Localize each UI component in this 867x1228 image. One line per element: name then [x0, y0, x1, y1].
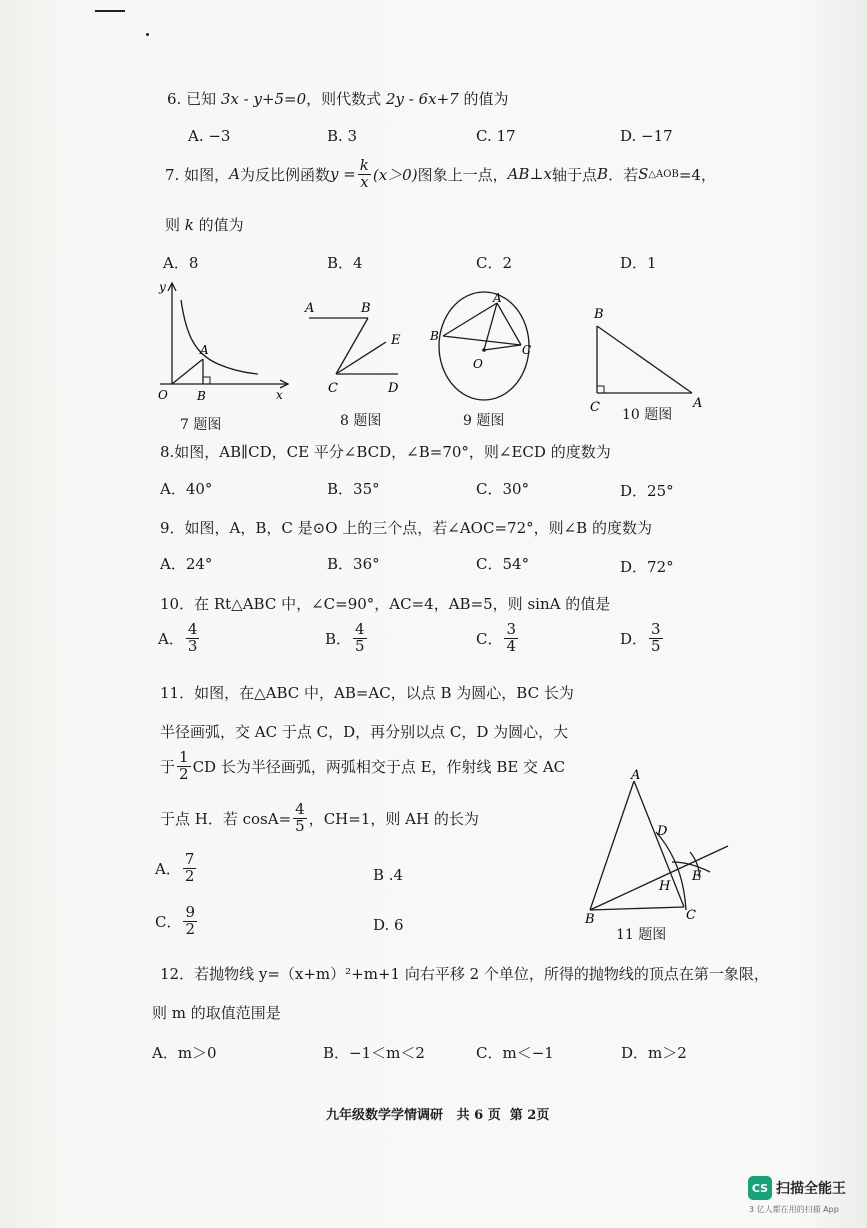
question-7-stem: 7. 如图， A 为反比例函数 y = $\frac{k}{x}$ (x＞0) 图象上一点， AB⊥x 轴于点 B ．若 S △AOB =4，: [165, 156, 716, 191]
fig9-line-oc: [484, 345, 521, 350]
q7-fraction: $\frac{k}{x}$: [359, 156, 369, 191]
q9-option-a: A．24°: [160, 555, 213, 573]
figures-row: [0, 270, 867, 430]
q12-option-d: D．m＞2: [621, 1044, 687, 1062]
camscanner-logo-icon: CS: [748, 1176, 772, 1200]
q7-option-c: C．2: [476, 254, 513, 272]
figure-9: [439, 292, 532, 400]
q6-option-d: D. −17: [620, 127, 673, 145]
q11-option-b: B .4: [373, 866, 404, 884]
fig10-side-ba: [597, 326, 692, 393]
q6-option-a: A. −3: [188, 127, 231, 145]
question-10-stem: 10．在 Rt△ABC 中，∠C=90°，AC=4，AB=5，则 sinA 的值是: [160, 595, 611, 613]
q8-option-c: C．30°: [476, 480, 530, 498]
fig8-line-ce: [336, 342, 386, 374]
footer-title: 九年级数学学情调研: [326, 1108, 444, 1123]
fig9-label-o: O: [473, 357, 483, 371]
figure-10: [597, 326, 692, 393]
q10-option-d: D． $\frac{3}{5}$: [620, 620, 661, 655]
fig8-line-bc: [336, 318, 368, 374]
q9-option-b: B．36°: [327, 555, 380, 573]
fig8-label-e: E: [391, 333, 401, 348]
fig11-label-b: B: [585, 912, 595, 927]
question-11-line3: 于 $\frac{1}{2}$ CD 长为半径画弧，两弧相交于点 E，作射线 BE 交 AC: [160, 748, 566, 783]
q9-option-c: C．54°: [476, 555, 530, 573]
page-footer: [326, 1104, 549, 1123]
fig10-label-c: C: [590, 400, 600, 415]
footer-current-page: 第 2页: [509, 1108, 550, 1123]
question-11-line1: 11．如图，在△ABC 中，AB=AC，以点 B 为圆心，BC 长为: [160, 684, 574, 702]
figure-11: [575, 760, 745, 945]
q8-option-b: B．35°: [327, 480, 380, 498]
fig8-label-c: C: [328, 381, 338, 396]
fig7-label-x: x: [276, 388, 283, 402]
q8-option-a: A．40°: [160, 480, 213, 498]
fig11-caption: 11 题图: [616, 927, 667, 943]
fig8-caption: 8 题图: [340, 413, 382, 429]
fig9-line-bc: [443, 336, 521, 345]
fig8-label-d: D: [388, 381, 399, 396]
fig11-label-h: H: [659, 879, 671, 894]
fig11-side-ab: [590, 781, 634, 910]
fig7-segment-oa: [172, 359, 203, 384]
fig11-label-e: E: [692, 869, 702, 884]
dot-mark: [146, 33, 149, 36]
fig7-label-o: O: [158, 388, 168, 402]
camscanner-tagline: 3 亿人都在用的扫描 App: [749, 1205, 839, 1214]
fig11-label-d: D: [657, 824, 668, 839]
fig7-label-y: y: [159, 280, 166, 294]
fig7-hyperbola: [181, 300, 258, 374]
q12-option-c: C．m＜−1: [476, 1044, 554, 1062]
fig10-right-angle: [597, 386, 604, 393]
question-11-line4: 于点 H．若 cosA= $\frac{4}{5}$ ，CH=1，则 AH 的长为: [160, 800, 479, 835]
corner-mark: [95, 10, 125, 12]
fig7-caption: 7 题图: [180, 417, 222, 433]
question-8-stem: 8.如图，AB∥CD，CE 平分∠BCD，∠B=70°，则∠ECD 的度数为: [160, 443, 611, 461]
q8-option-d: D．25°: [620, 482, 674, 500]
fig7-label-a: A: [200, 343, 209, 357]
fig9-center-dot: [482, 348, 486, 352]
fig11-label-a: A: [631, 768, 641, 783]
q6-option-b: B. 3: [327, 127, 358, 145]
fig11-side-bc: [590, 907, 684, 910]
q7-option-b: B．4: [327, 254, 363, 272]
fig8-label-a: A: [305, 301, 315, 316]
fig11-label-c: C: [686, 908, 696, 923]
fig10-label-a: A: [693, 396, 703, 411]
fig11-ray-be: [590, 846, 728, 910]
figure-7: [160, 283, 288, 388]
fig7-right-angle: [203, 377, 210, 384]
q10-option-c: C． $\frac{3}{4}$: [476, 620, 517, 655]
question-7-line2: 则 k 的值为: [165, 216, 244, 234]
q7-option-d: D．1: [620, 254, 657, 272]
fig9-caption: 9 题图: [463, 413, 505, 429]
footer-total-pages: 共 6 页: [456, 1108, 501, 1123]
fig11-arc-b: [656, 832, 686, 910]
figure-8: [309, 318, 398, 374]
q10-option-b: B． $\frac{4}{5}$: [325, 620, 365, 655]
fig10-label-b: B: [594, 307, 604, 322]
q12-option-a: A．m＞0: [152, 1044, 217, 1062]
question-11-line2: 半径画弧，交 AC 于点 C，D，再分别以点 C，D 为圆心，大: [160, 723, 569, 741]
camscanner-name: 扫描全能王: [776, 1181, 846, 1197]
q11-option-a: A． $\frac{7}{2}$: [155, 850, 195, 885]
q11-option-d: D. 6: [373, 916, 404, 934]
question-12-line1: 12．若抛物线 y=（x+m）²+m+1 向右平移 2 个单位，所得的抛物线的顶点在第一象限，: [160, 965, 769, 983]
q6-option-c: C. 17: [476, 127, 516, 145]
question-12-line2: 则 m 的取值范围是: [152, 1004, 281, 1022]
q7-option-a: A．8: [163, 254, 199, 272]
fig9-label-a: A: [493, 291, 502, 305]
question-9-stem: 9．如图，A，B，C 是⊙O 上的三个点，若∠AOC=72°，则∠B 的度数为: [160, 519, 652, 537]
fig7-label-b: B: [197, 389, 206, 403]
fig10-caption: 10 题图: [622, 407, 673, 423]
q11-option-c: C． $\frac{9}{2}$: [155, 903, 196, 938]
fig9-label-b: B: [430, 329, 439, 343]
fig8-label-b: B: [361, 301, 371, 316]
q9-option-d: D．72°: [620, 558, 674, 576]
q12-option-b: B．−1＜m＜2: [323, 1044, 425, 1062]
q10-option-a: A． $\frac{4}{3}$: [158, 620, 198, 655]
fig9-label-c: C: [522, 343, 532, 357]
question-6-stem: 6. 已知 3x - y+5=0，则代数式 2y - 6x+7 的值为: [167, 90, 509, 108]
